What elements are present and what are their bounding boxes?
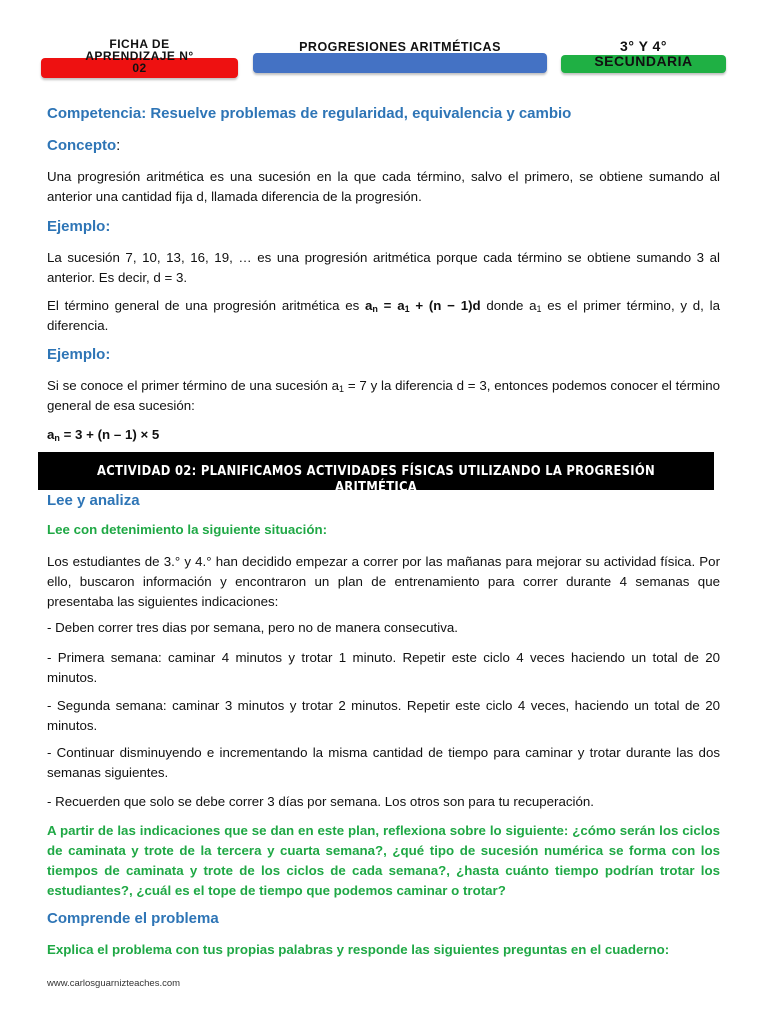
ficha-line-3: 02 <box>132 61 147 75</box>
ficha-line-2: APRENDIZAJE N° <box>85 49 194 63</box>
ejemplo2-pre: Si se conoce el primer término de una sucesión a <box>47 378 340 393</box>
ficha-line-1: FICHA DE <box>109 37 170 51</box>
header-topic: PROGRESIONES ARITMÉTICAS <box>299 40 501 54</box>
comprende-heading: Comprende el problema <box>47 910 219 927</box>
general-pre: El término general de una progresión aritmética es <box>47 298 366 313</box>
concepto-title: Concepto <box>47 137 117 154</box>
activity-banner-text: ACTIVIDAD 02: PLANIFICAMOS ACTIVIDADES FÍSICAS UTILIZANDO LA PROGRESIÓN ARITMÉTICA <box>97 463 655 495</box>
level-label: SECUNDARIA <box>594 53 693 69</box>
competencia-heading: Competencia: Resuelve problemas de regularidad, equivalencia y cambio <box>47 105 572 122</box>
general-term-text <box>47 296 720 336</box>
header-grade <box>561 39 726 69</box>
footer-url: www.carlosguarnizteaches.com <box>47 978 181 989</box>
comprende-subheading: Explica el problema con tus propias palabras y responde las siguientes preguntas en el cuaderno: <box>47 942 670 957</box>
plan-item-1: - Deben correr tres dias por semana, pero no de manera consecutiva. <box>47 620 458 635</box>
lee-detenimiento-subheading: Lee con detenimiento la siguiente situación: <box>47 522 328 537</box>
general-a: a <box>365 298 373 313</box>
formula-sub-n: n <box>54 433 60 443</box>
general-sub-1b: 1 <box>536 304 542 314</box>
activity-banner <box>38 452 714 495</box>
concepto-text: Una progresión aritmética es una sucesión en la que cada término, salvo el primero, se obtiene sumando al anterior una cantidad fija d, llamada diferencia de la progresión. <box>47 169 720 204</box>
header-ficha-label <box>41 38 238 74</box>
plan-item-4: - Continuar disminuyendo e incrementando la misma cantidad de tiempo para caminar y trotar durante las dos semanas siguientes. <box>47 745 720 780</box>
reflexiona-text: A partir de las indicaciones que se dan en este plan, reflexiona sobre lo siguiente: ¿cómo serán los ciclos de caminata y trote de la tercera y cuarta semana?, ¿qué tipo de sucesión numérica se forma con los tiempos de caminata y trote de los ciclos de cada semana?, ¿hasta cuánto tiempo podrían trotar los estudiantes?, ¿cuál es el tope de tiempo que podemos caminar o trotar? <box>47 823 720 898</box>
ejemplo1-heading: Ejemplo: <box>47 218 111 235</box>
general-rest: + (n − 1)d <box>409 298 481 313</box>
ejemplo2-post: = 7 y la diferencia d = 3, entonces podemos conocer el término general de esa sucesión: <box>47 378 721 413</box>
ejemplo2-heading: Ejemplo: <box>47 346 111 363</box>
general-post: es el primer término, y d, la diferencia. <box>47 298 720 333</box>
ejemplo2-formula <box>47 425 720 445</box>
general-eq: = a <box>377 298 405 313</box>
lee-analiza-heading: Lee y analiza <box>47 492 140 509</box>
formula-rest: = 3 + (n – 1) × 5 <box>59 427 160 442</box>
header-blue-bar <box>253 53 547 73</box>
grade-label: 3° Y 4° <box>620 38 667 54</box>
general-sub-n: n <box>372 304 378 314</box>
ejemplo1-text: La sucesión 7, 10, 13, 16, 19, … es una progresión aritmética porque cada término se obtiene sumando 3 al anterior. Es decir, d = 3. <box>47 250 720 285</box>
ejemplo2-sub: 1 <box>339 384 345 394</box>
plan-item-5: - Recuerden que solo se debe correr 3 días por semana. Los otros son para tu recuperación. <box>47 794 594 809</box>
concepto-colon: : <box>116 137 121 154</box>
ejemplo2-text <box>47 376 720 416</box>
situation-intro: Los estudiantes de 3.° y 4.° han decidido empezar a correr por las mañanas para mejorar su actividad física. Por ello, buscaron información y encontraron un plan de entrenamiento para correr durante 4 semanas que presentaba las siguientes indicaciones: <box>47 554 720 609</box>
plan-item-2: - Primera semana: caminar 4 minutos y trotar 1 minuto. Repetir este ciclo 4 veces haciendo un total de 20 minutos. <box>47 650 720 685</box>
general-mid: donde a <box>480 298 537 313</box>
formula-a: a <box>47 427 55 442</box>
general-sub-1: 1 <box>404 304 410 314</box>
concepto-heading <box>47 137 720 155</box>
plan-item-3: - Segunda semana: caminar 3 minutos y trotar 2 minutos. Repetir este ciclo 4 veces, haciendo un total de 20 minutos. <box>47 698 720 733</box>
